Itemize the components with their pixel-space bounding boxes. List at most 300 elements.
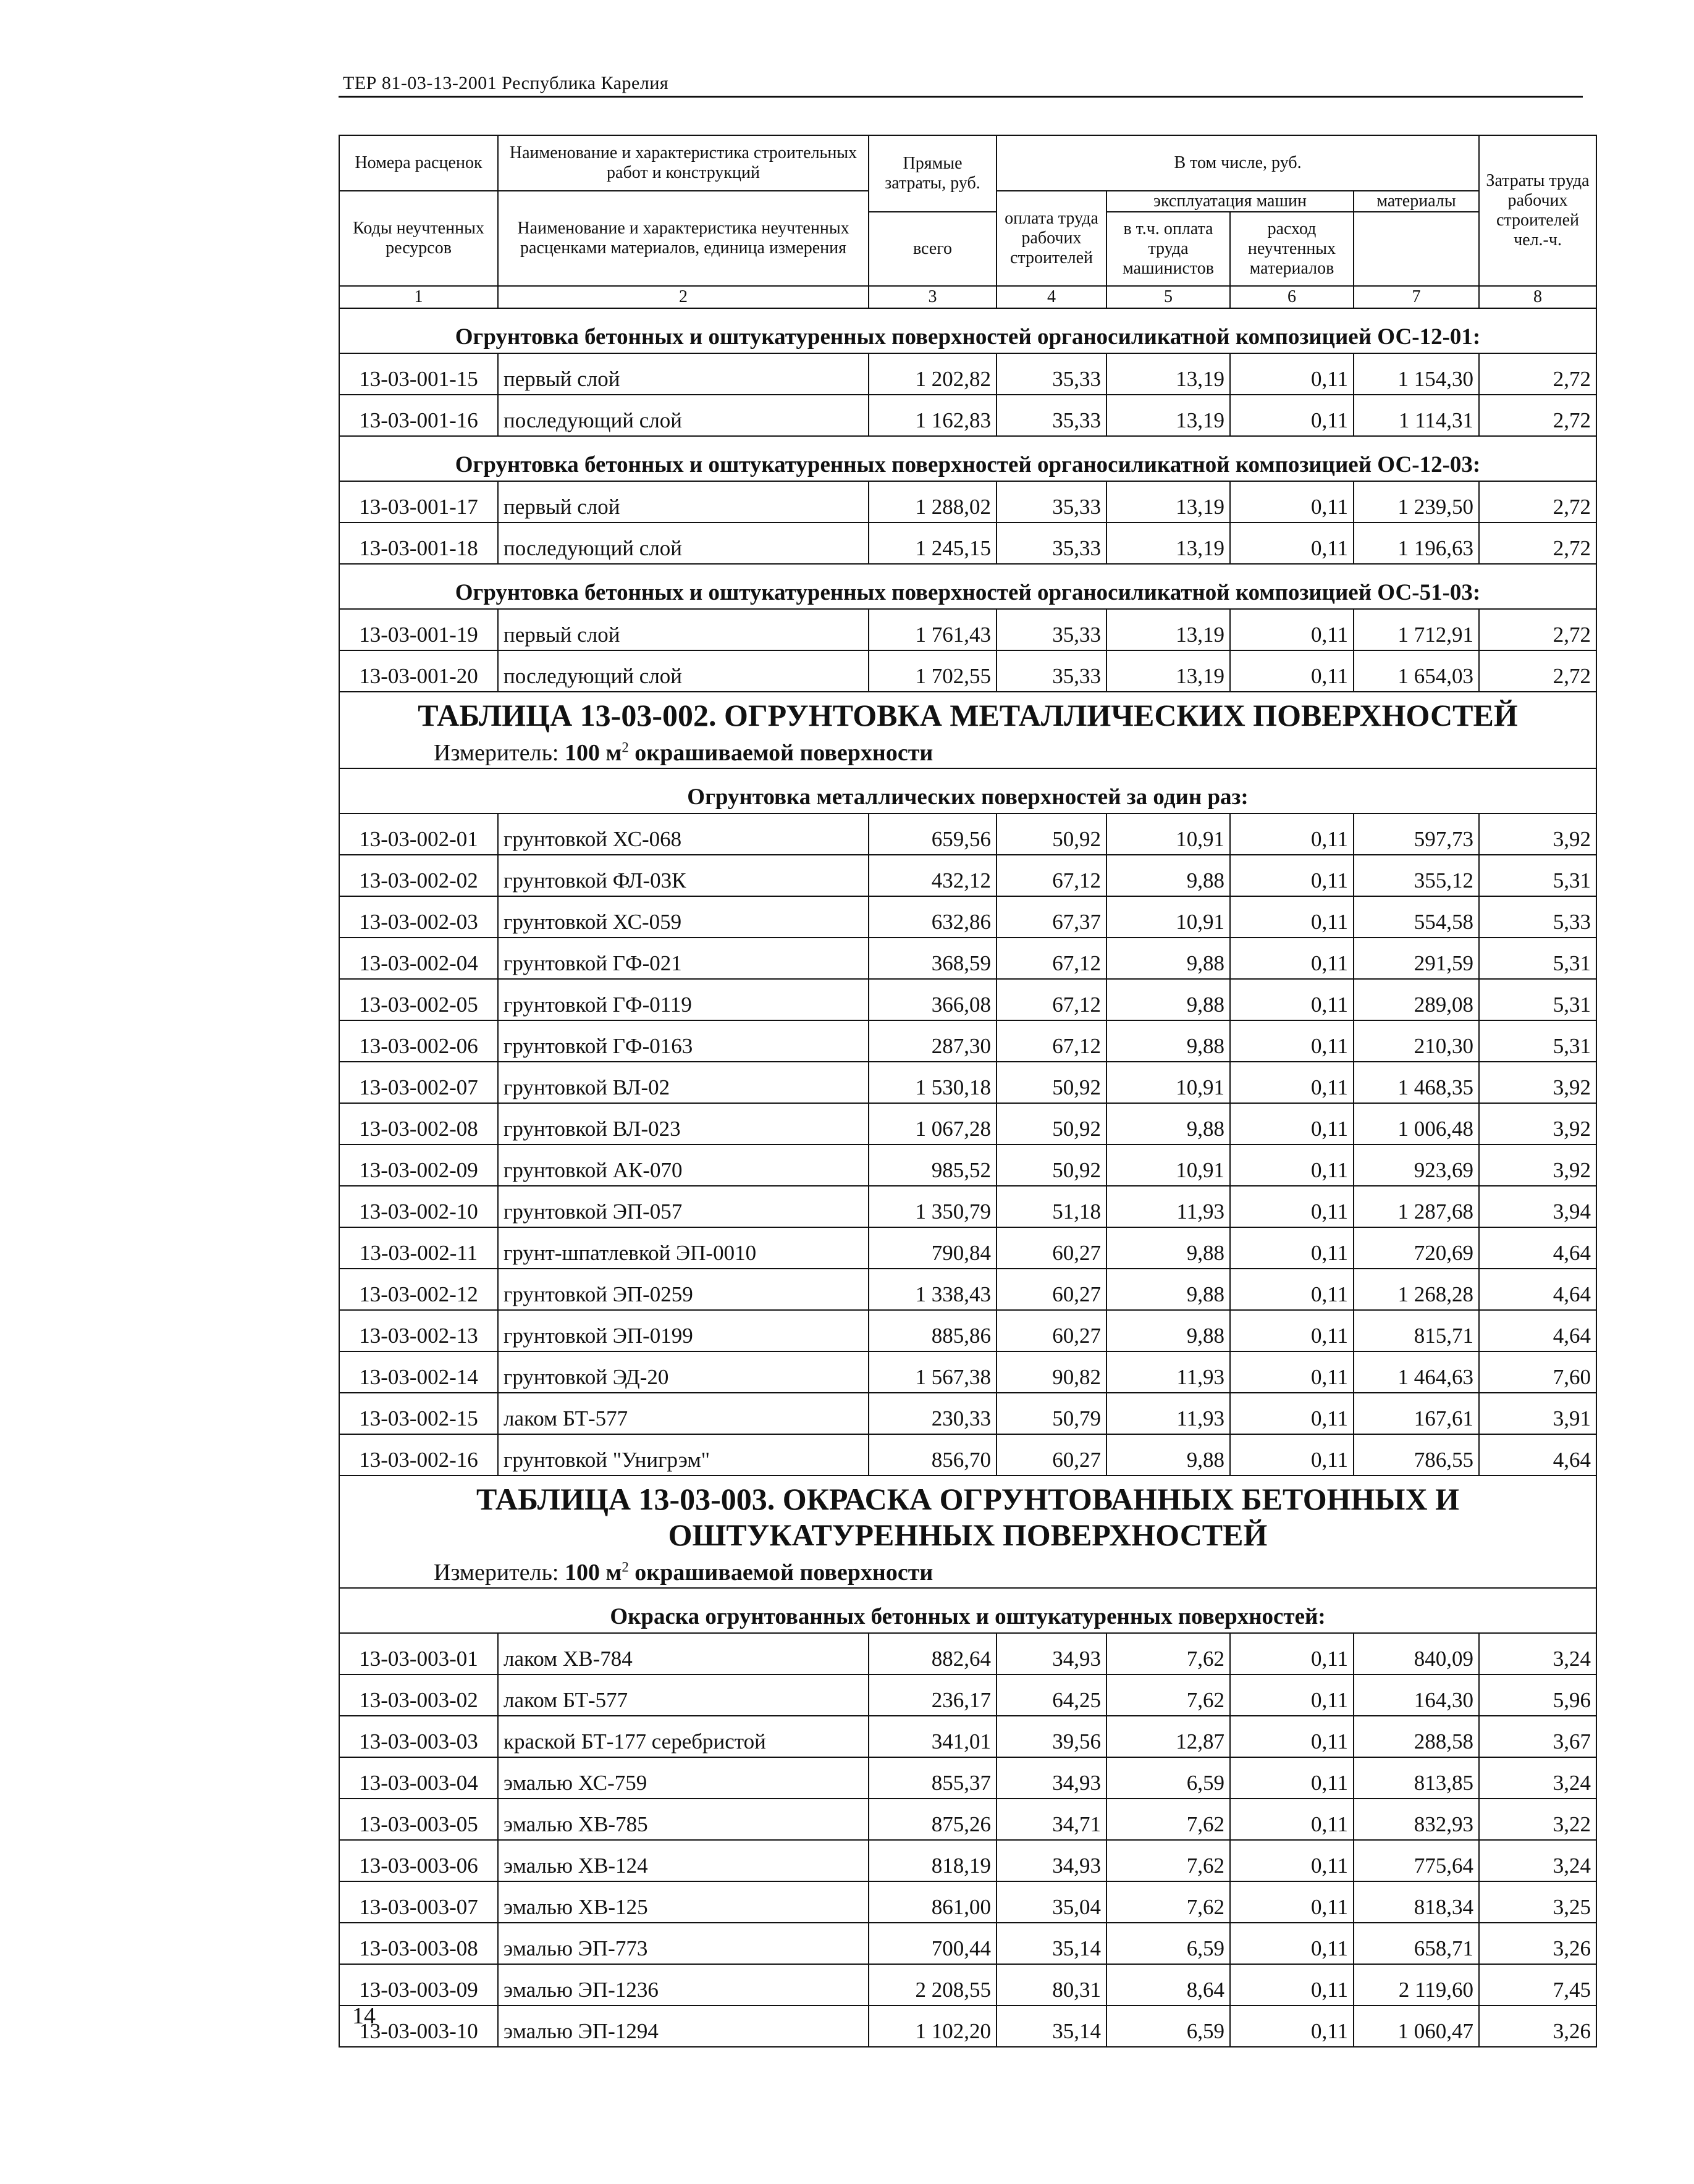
materials-cost: 720,69 [1354, 1227, 1479, 1269]
rate-code: 13-03-002-06 [339, 1020, 498, 1062]
materials-cost: 1 239,50 [1354, 481, 1479, 523]
direct-cost: 1 067,28 [869, 1103, 997, 1144]
rate-code: 13-03-001-17 [339, 481, 498, 523]
work-description: грунтовкой ЭД-20 [498, 1351, 869, 1393]
worker-wages: 80,31 [997, 1964, 1106, 2006]
table-row [339, 1434, 1596, 1476]
table-title-003-row [339, 1476, 1596, 1553]
rate-code: 13-03-002-01 [339, 813, 498, 855]
direct-cost: 700,44 [869, 1923, 997, 1964]
table-row [339, 813, 1596, 855]
worker-wages: 35,33 [997, 481, 1106, 523]
labor-hours: 3,92 [1479, 1144, 1596, 1186]
labor-hours: 3,94 [1479, 1186, 1596, 1227]
operator-wages: 0,11 [1230, 609, 1354, 650]
rate-code: 13-03-001-15 [339, 353, 498, 395]
direct-cost: 875,26 [869, 1799, 997, 1840]
materials-cost: 291,59 [1354, 938, 1479, 979]
column-number: 6 [1230, 286, 1354, 308]
rate-code: 13-03-002-08 [339, 1103, 498, 1144]
measure-value: 100 м [565, 1560, 622, 1586]
worker-wages: 67,12 [997, 938, 1106, 979]
table-row [339, 1633, 1596, 1674]
operator-wages: 0,11 [1230, 1674, 1354, 1716]
rate-code: 13-03-002-15 [339, 1393, 498, 1434]
materials-cost: 1 287,68 [1354, 1186, 1479, 1227]
work-description: краской БТ-177 серебристой [498, 1716, 869, 1757]
labor-hours: 3,26 [1479, 1923, 1596, 1964]
direct-cost: 632,86 [869, 896, 997, 938]
machines-total: 7,62 [1106, 1840, 1230, 1881]
labor-hours: 5,33 [1479, 896, 1596, 938]
header-material-name: Наименование и характеристика неучтенных расценками материалов, единица измерения [498, 191, 869, 286]
labor-hours: 4,64 [1479, 1434, 1596, 1476]
header-worker-wages: оплата труда рабочих строителей [997, 191, 1106, 286]
work-description: эмалью ХВ-124 [498, 1840, 869, 1881]
table-row [339, 1881, 1596, 1923]
worker-wages: 64,25 [997, 1674, 1106, 1716]
worker-wages: 50,92 [997, 1062, 1106, 1103]
worker-wages: 67,12 [997, 855, 1106, 896]
table-body [339, 308, 1596, 2047]
column-number: 1 [339, 286, 498, 308]
worker-wages: 39,56 [997, 1716, 1106, 1757]
labor-hours: 5,31 [1479, 855, 1596, 896]
worker-wages: 35,33 [997, 523, 1106, 564]
machines-total: 9,88 [1106, 979, 1230, 1020]
running-header: ТЕР 81-03-13-2001 Республика Карелия [343, 73, 669, 93]
work-description: грунтовкой ХС-059 [498, 896, 869, 938]
measure-description: окрашиваемой поверхности [628, 740, 933, 766]
materials-cost: 832,93 [1354, 1799, 1479, 1840]
work-description: грунтовкой ЭП-0259 [498, 1269, 869, 1310]
materials-cost: 1 268,28 [1354, 1269, 1479, 1310]
direct-cost: 230,33 [869, 1393, 997, 1434]
direct-cost: 1 702,55 [869, 650, 997, 692]
machines-total: 11,93 [1106, 1186, 1230, 1227]
table-row [339, 979, 1596, 1020]
table-row [339, 1674, 1596, 1716]
worker-wages: 50,92 [997, 1103, 1106, 1144]
direct-cost: 861,00 [869, 1881, 997, 1923]
rate-code: 13-03-003-10 [339, 2006, 498, 2047]
labor-hours: 3,26 [1479, 2006, 1596, 2047]
direct-cost: 856,70 [869, 1434, 997, 1476]
direct-cost: 2 208,55 [869, 1964, 997, 2006]
measure-label: Измеритель: [434, 1560, 565, 1586]
labor-hours: 2,72 [1479, 609, 1596, 650]
direct-cost: 818,19 [869, 1840, 997, 1881]
rate-code: 13-03-002-12 [339, 1269, 498, 1310]
labor-hours: 3,67 [1479, 1716, 1596, 1757]
table-row [339, 1393, 1596, 1434]
operator-wages: 0,11 [1230, 1351, 1354, 1393]
labor-hours: 7,60 [1479, 1351, 1596, 1393]
rate-code: 13-03-003-03 [339, 1716, 498, 1757]
table-row [339, 1757, 1596, 1799]
rate-code: 13-03-001-18 [339, 523, 498, 564]
table-row [339, 609, 1596, 650]
operator-wages: 0,11 [1230, 650, 1354, 692]
work-description: первый слой [498, 609, 869, 650]
worker-wages: 35,14 [997, 2006, 1106, 2047]
measure-exponent: 2 [622, 739, 629, 755]
header-unaccounted-materials: расход неучтенных материалов [1230, 212, 1354, 286]
section-heading: Огрунтовка металлических поверхностей за один раз: [339, 768, 1596, 813]
work-description: лаком ХВ-784 [498, 1633, 869, 1674]
labor-hours: 2,72 [1479, 481, 1596, 523]
table-row [339, 353, 1596, 395]
rate-code: 13-03-001-16 [339, 395, 498, 436]
measure-description: окрашиваемой поверхности [628, 1560, 933, 1586]
worker-wages: 50,92 [997, 1144, 1106, 1186]
work-description: грунтовкой ЭП-0199 [498, 1310, 869, 1351]
labor-hours: 4,64 [1479, 1310, 1596, 1351]
section-heading-row [339, 308, 1596, 353]
worker-wages: 50,92 [997, 813, 1106, 855]
work-description: грунтовкой ГФ-021 [498, 938, 869, 979]
labor-hours: 2,72 [1479, 395, 1596, 436]
machines-total: 9,88 [1106, 1227, 1230, 1269]
direct-cost: 432,12 [869, 855, 997, 896]
operator-wages: 0,11 [1230, 896, 1354, 938]
direct-cost: 659,56 [869, 813, 997, 855]
header-direct-costs: Прямые затраты, руб. [869, 135, 997, 212]
table-row [339, 1310, 1596, 1351]
work-description: грунтовкой ФЛ-03К [498, 855, 869, 896]
work-description: лаком БТ-577 [498, 1393, 869, 1434]
materials-cost: 1 006,48 [1354, 1103, 1479, 1144]
direct-cost: 366,08 [869, 979, 997, 1020]
rate-code: 13-03-002-14 [339, 1351, 498, 1393]
section-heading-row [339, 768, 1596, 813]
machines-total: 13,19 [1106, 523, 1230, 564]
measure-unit [339, 1553, 1596, 1588]
table-row [339, 1103, 1596, 1144]
worker-wages: 35,14 [997, 1923, 1106, 1964]
materials-cost: 2 119,60 [1354, 1964, 1479, 2006]
direct-cost: 341,01 [869, 1716, 997, 1757]
materials-cost: 786,55 [1354, 1434, 1479, 1476]
page-number: 14 [352, 2003, 376, 2029]
header-machine-operation: эксплуатация машин [1106, 191, 1354, 212]
work-description: грунтовкой ГФ-0163 [498, 1020, 869, 1062]
table-title-002-row [339, 692, 1596, 733]
worker-wages: 35,04 [997, 1881, 1106, 1923]
operator-wages: 0,11 [1230, 1269, 1354, 1310]
rate-code: 13-03-002-05 [339, 979, 498, 1020]
rate-code: 13-03-002-10 [339, 1186, 498, 1227]
work-description: эмалью ЭП-773 [498, 1923, 869, 1964]
work-description: эмалью ХВ-125 [498, 1881, 869, 1923]
materials-cost: 355,12 [1354, 855, 1479, 896]
operator-wages: 0,11 [1230, 1799, 1354, 1840]
rate-code: 13-03-002-03 [339, 896, 498, 938]
worker-wages: 35,33 [997, 395, 1106, 436]
worker-wages: 67,12 [997, 979, 1106, 1020]
operator-wages: 0,11 [1230, 1434, 1354, 1476]
table-row [339, 1716, 1596, 1757]
table-row [339, 1799, 1596, 1840]
table-row [339, 896, 1596, 938]
work-description: первый слой [498, 481, 869, 523]
labor-hours: 3,91 [1479, 1393, 1596, 1434]
materials-cost: 1 468,35 [1354, 1062, 1479, 1103]
materials-cost: 840,09 [1354, 1633, 1479, 1674]
materials-cost: 554,58 [1354, 896, 1479, 938]
direct-cost: 1 245,15 [869, 523, 997, 564]
measure-exponent: 2 [622, 1559, 629, 1575]
worker-wages: 34,93 [997, 1633, 1106, 1674]
materials-cost: 164,30 [1354, 1674, 1479, 1716]
materials-cost: 1 154,30 [1354, 353, 1479, 395]
machines-total: 13,19 [1106, 353, 1230, 395]
table-row [339, 395, 1596, 436]
materials-cost: 923,69 [1354, 1144, 1479, 1186]
worker-wages: 51,18 [997, 1186, 1106, 1227]
machines-total: 7,62 [1106, 1674, 1230, 1716]
header-including-group: В том числе, руб. [997, 135, 1479, 191]
operator-wages: 0,11 [1230, 2006, 1354, 2047]
materials-cost: 1 196,63 [1354, 523, 1479, 564]
header-column-numbers [339, 286, 1596, 308]
worker-wages: 67,37 [997, 896, 1106, 938]
table-row [339, 481, 1596, 523]
table-title-002 [339, 692, 1596, 733]
column-number: 8 [1479, 286, 1596, 308]
materials-cost: 597,73 [1354, 813, 1479, 855]
table-title-line: ТАБЛИЦА 13-03-003. ОКРАСКА ОГРУНТОВАННЫХ БЕТОННЫХ И [476, 1482, 1459, 1516]
machines-total: 6,59 [1106, 1757, 1230, 1799]
header-rate-numbers: Номера расценок [339, 135, 498, 191]
materials-cost: 1 464,63 [1354, 1351, 1479, 1393]
work-description: грунт-шпатлевкой ЭП-0010 [498, 1227, 869, 1269]
direct-cost: 1 761,43 [869, 609, 997, 650]
section-heading-row [339, 1588, 1596, 1633]
column-number: 5 [1106, 286, 1230, 308]
machines-total: 9,88 [1106, 938, 1230, 979]
rate-code: 13-03-002-13 [339, 1310, 498, 1351]
machines-total: 9,88 [1106, 1020, 1230, 1062]
operator-wages: 0,11 [1230, 1923, 1354, 1964]
materials-cost: 775,64 [1354, 1840, 1479, 1881]
machines-total: 10,91 [1106, 1144, 1230, 1186]
table-title-line: ОШТУКАТУРЕННЫХ ПОВЕРХНОСТЕЙ [668, 1518, 1268, 1552]
rate-code: 13-03-003-01 [339, 1633, 498, 1674]
operator-wages: 0,11 [1230, 813, 1354, 855]
header-rule [339, 96, 1583, 98]
materials-cost: 1 654,03 [1354, 650, 1479, 692]
worker-wages: 34,71 [997, 1799, 1106, 1840]
operator-wages: 0,11 [1230, 938, 1354, 979]
direct-cost: 1 102,20 [869, 2006, 997, 2047]
machines-total: 6,59 [1106, 2006, 1230, 2047]
header-resource-codes: Коды неучтенных ресурсов [339, 191, 498, 286]
labor-hours: 4,64 [1479, 1269, 1596, 1310]
work-description: грунтовкой АК-070 [498, 1144, 869, 1186]
measure-label: Измеритель: [434, 740, 565, 766]
work-description: последующий слой [498, 523, 869, 564]
work-description: эмалью ЭП-1294 [498, 2006, 869, 2047]
machines-total: 8,64 [1106, 1964, 1230, 2006]
direct-cost: 1 162,83 [869, 395, 997, 436]
machines-total: 6,59 [1106, 1923, 1230, 1964]
table-row [339, 1186, 1596, 1227]
work-description: первый слой [498, 353, 869, 395]
direct-cost: 236,17 [869, 1674, 997, 1716]
materials-cost: 1 712,91 [1354, 609, 1479, 650]
direct-cost: 882,64 [869, 1633, 997, 1674]
materials-cost: 813,85 [1354, 1757, 1479, 1799]
operator-wages: 0,11 [1230, 1633, 1354, 1674]
work-description: последующий слой [498, 650, 869, 692]
worker-wages: 34,93 [997, 1840, 1106, 1881]
rate-code: 13-03-002-07 [339, 1062, 498, 1103]
labor-hours: 5,31 [1479, 979, 1596, 1020]
labor-hours: 3,92 [1479, 813, 1596, 855]
materials-cost: 167,61 [1354, 1393, 1479, 1434]
operator-wages: 0,11 [1230, 1393, 1354, 1434]
measure-row [339, 1553, 1596, 1588]
rate-code: 13-03-003-08 [339, 1923, 498, 1964]
section-heading: Огрунтовка бетонных и оштукатуренных поверхностей органосиликатной композицией ОС-51-03: [339, 564, 1596, 609]
worker-wages: 90,82 [997, 1351, 1106, 1393]
labor-hours: 5,31 [1479, 1020, 1596, 1062]
materials-cost: 815,71 [1354, 1310, 1479, 1351]
worker-wages: 50,79 [997, 1393, 1106, 1434]
table-header [339, 135, 1596, 308]
rate-code: 13-03-003-07 [339, 1881, 498, 1923]
labor-hours: 3,92 [1479, 1062, 1596, 1103]
rate-code: 13-03-003-04 [339, 1757, 498, 1799]
worker-wages: 35,33 [997, 650, 1106, 692]
labor-hours: 4,64 [1479, 1227, 1596, 1269]
labor-hours: 3,25 [1479, 1881, 1596, 1923]
direct-cost: 287,30 [869, 1020, 997, 1062]
machines-total: 9,88 [1106, 855, 1230, 896]
work-description: лаком БТ-577 [498, 1674, 869, 1716]
direct-cost: 1 338,43 [869, 1269, 997, 1310]
operator-wages: 0,11 [1230, 523, 1354, 564]
direct-cost: 1 288,02 [869, 481, 997, 523]
worker-wages: 35,33 [997, 353, 1106, 395]
machines-total: 9,88 [1106, 1269, 1230, 1310]
measure-unit [339, 733, 1596, 768]
labor-hours: 3,24 [1479, 1840, 1596, 1881]
work-description: эмалью ХВ-785 [498, 1799, 869, 1840]
operator-wages: 0,11 [1230, 1716, 1354, 1757]
rate-code: 13-03-003-02 [339, 1674, 498, 1716]
rate-code: 13-03-003-06 [339, 1840, 498, 1881]
operator-wages: 0,11 [1230, 395, 1354, 436]
machines-total: 11,93 [1106, 1393, 1230, 1434]
section-heading: Огрунтовка бетонных и оштукатуренных поверхностей органосиликатной композицией ОС-12-01: [339, 308, 1596, 353]
table-row [339, 523, 1596, 564]
worker-wages: 34,93 [997, 1757, 1106, 1799]
rate-code: 13-03-003-05 [339, 1799, 498, 1840]
table-row [339, 938, 1596, 979]
section-heading-row [339, 436, 1596, 481]
operator-wages: 0,11 [1230, 855, 1354, 896]
labor-hours: 3,92 [1479, 1103, 1596, 1144]
machines-total: 9,88 [1106, 1434, 1230, 1476]
table-row [339, 1351, 1596, 1393]
operator-wages: 0,11 [1230, 1144, 1354, 1186]
machines-total: 12,87 [1106, 1716, 1230, 1757]
rate-code: 13-03-002-16 [339, 1434, 498, 1476]
table-row [339, 1144, 1596, 1186]
work-description: грунтовкой ХС-068 [498, 813, 869, 855]
materials-cost: 288,58 [1354, 1716, 1479, 1757]
worker-wages: 67,12 [997, 1020, 1106, 1062]
table-row [339, 650, 1596, 692]
direct-cost: 855,37 [869, 1757, 997, 1799]
rate-code: 13-03-002-02 [339, 855, 498, 896]
column-number: 2 [498, 286, 869, 308]
operator-wages: 0,11 [1230, 1310, 1354, 1351]
section-heading: Окраска огрунтованных бетонных и оштукатуренных поверхностей: [339, 1588, 1596, 1633]
column-number: 3 [869, 286, 997, 308]
materials-cost: 289,08 [1354, 979, 1479, 1020]
table-title-line: ТАБЛИЦА 13-03-002. ОГРУНТОВКА МЕТАЛЛИЧЕСКИХ ПОВЕРХНОСТЕЙ [418, 698, 1518, 733]
work-description: эмалью ЭП-1236 [498, 1964, 869, 2006]
machines-total: 13,19 [1106, 481, 1230, 523]
operator-wages: 0,11 [1230, 979, 1354, 1020]
measure-row [339, 733, 1596, 768]
work-description: последующий слой [498, 395, 869, 436]
table-title-003 [339, 1476, 1596, 1553]
labor-hours: 7,45 [1479, 1964, 1596, 2006]
table-row [339, 1269, 1596, 1310]
machines-total: 10,91 [1106, 1062, 1230, 1103]
table-row [339, 2006, 1596, 2047]
direct-cost: 368,59 [869, 938, 997, 979]
table-row [339, 1020, 1596, 1062]
labor-hours: 5,31 [1479, 938, 1596, 979]
table-row [339, 1964, 1596, 2006]
materials-cost: 210,30 [1354, 1020, 1479, 1062]
machines-total: 10,91 [1106, 813, 1230, 855]
worker-wages: 35,33 [997, 609, 1106, 650]
header-work-name: Наименование и характеристика строительных работ и конструкций [498, 135, 869, 191]
work-description: грунтовкой ЭП-057 [498, 1186, 869, 1227]
direct-cost: 1 530,18 [869, 1062, 997, 1103]
work-description: грунтовкой ГФ-0119 [498, 979, 869, 1020]
measure-value: 100 м [565, 740, 622, 766]
operator-wages: 0,11 [1230, 1757, 1354, 1799]
materials-cost: 1 114,31 [1354, 395, 1479, 436]
table-row [339, 1227, 1596, 1269]
machines-total: 10,91 [1106, 896, 1230, 938]
rate-code: 13-03-001-19 [339, 609, 498, 650]
labor-hours: 3,24 [1479, 1757, 1596, 1799]
rate-code: 13-03-002-09 [339, 1144, 498, 1186]
operator-wages: 0,11 [1230, 1020, 1354, 1062]
direct-cost: 985,52 [869, 1144, 997, 1186]
table-row [339, 1923, 1596, 1964]
rate-code: 13-03-002-11 [339, 1227, 498, 1269]
rate-code: 13-03-001-20 [339, 650, 498, 692]
direct-cost: 1 567,38 [869, 1351, 997, 1393]
worker-wages: 60,27 [997, 1269, 1106, 1310]
direct-cost: 885,86 [869, 1310, 997, 1351]
labor-hours: 3,22 [1479, 1799, 1596, 1840]
operator-wages: 0,11 [1230, 481, 1354, 523]
section-heading-row [339, 564, 1596, 609]
machines-total: 7,62 [1106, 1799, 1230, 1840]
materials-cost: 818,34 [1354, 1881, 1479, 1923]
header-labor-costs: Затраты труда рабочих строителей чел.-ч. [1479, 135, 1596, 286]
